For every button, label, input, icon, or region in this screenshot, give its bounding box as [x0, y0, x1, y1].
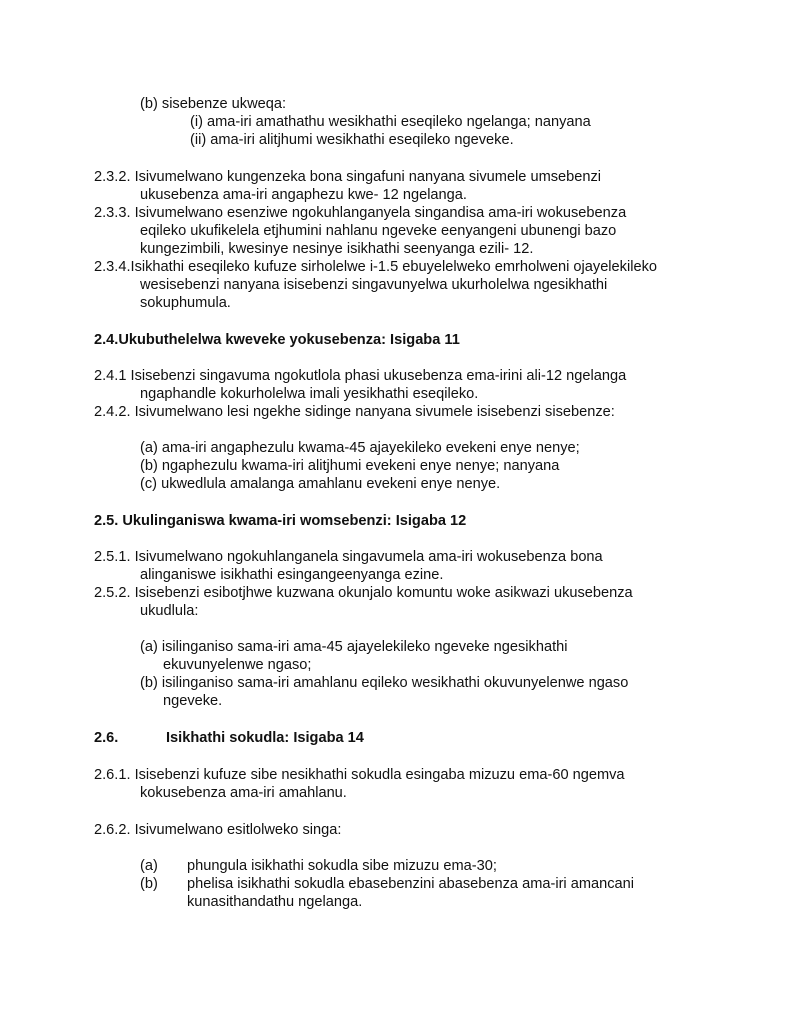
text-line: 2.3.4.Isikhathi eseqileko kufuze sirholelwe i-1.5 ebuyelelweko emrholweni ojayelekileko	[94, 259, 657, 275]
text-line: (b) isilinganiso sama-iri amahlanu eqileko wesikhathi okuvunyelenwe ngaso	[140, 675, 629, 691]
text-line: 2.6.1. Isisebenzi kufuze sibe nesikhathi sokudla esingaba mizuzu ema-60 ngemva	[94, 767, 625, 783]
text-line: wesisebenzi nanyana isisebenzi singavunyelwa ukurholelwa ngesikhathi	[140, 277, 608, 293]
section-heading: Isikhathi sokudla: Isigaba 14	[166, 730, 364, 746]
section-number: 2.6.	[94, 730, 119, 746]
text-line: ekuvunyelenwe ngaso;	[163, 657, 312, 673]
text-line: alinganiswe isikhathi esingangeenyanga ezine.	[140, 567, 444, 583]
text-line: ngaphandle kokurholelwa imali yesikhathi eseqileko.	[140, 386, 479, 402]
text-line: (a) ama-iri angaphezulu kwama-45 ajayekileko evekeni enye nenye;	[140, 440, 580, 456]
text-line: (c) ukwedlula amalanga amahlanu evekeni enye nenye.	[140, 476, 501, 492]
section-heading: 2.5. Ukulinganiswa kwama-iri womsebenzi: Isigaba 12	[94, 513, 467, 529]
text-line: 2.4.2. Isivumelwano lesi ngekhe sidinge nanyana sivumele isisebenzi sisebenze:	[94, 404, 615, 420]
list-marker: (b)	[140, 876, 158, 892]
text-line: (a) isilinganiso sama-iri ama-45 ajayelekileko ngeveke ngesikhathi	[140, 639, 568, 655]
section-heading: 2.4.Ukubuthelelwa kweveke yokusebenza: Isigaba 11	[94, 332, 460, 348]
text-line: (i) ama-iri amathathu wesikhathi eseqileko ngelanga; nanyana	[190, 114, 591, 130]
text-line: 2.3.3. Isivumelwano esenziwe ngokuhlanganyela singandisa ama-iri wokusebenza	[94, 205, 627, 221]
list-marker: (a)	[140, 858, 158, 874]
text-line: kungezimbili, kwesinye nesinye isikhathi seenyanga ezili- 12.	[140, 241, 534, 257]
text-line: sokuphumula.	[140, 295, 231, 311]
text-line: ukudlula:	[140, 603, 199, 619]
text-line: (b) sisebenze ukweqa:	[140, 96, 287, 112]
text-line: 2.4.1 Isisebenzi singavuma ngokutlola phasi ukusebenza ema-irini ali-12 ngelanga	[94, 368, 627, 384]
text-line: 2.5.1. Isivumelwano ngokuhlanganela singavumela ama-iri wokusebenza bona	[94, 549, 603, 565]
text-line: (ii) ama-iri alitjhumi wesikhathi eseqileko ngeveke.	[190, 132, 514, 148]
text-line: phungula isikhathi sokudla sibe mizuzu ema-30;	[187, 858, 497, 874]
text-line: phelisa isikhathi sokudla ebasebenzini abasebenza ama-iri amancani	[187, 876, 635, 892]
text-line: 2.3.2. Isivumelwano kungenzeka bona singafuni nanyana sivumele umsebenzi	[94, 169, 602, 185]
text-line: ngeveke.	[163, 693, 223, 709]
text-line: 2.6.2. Isivumelwano esitlolweko singa:	[94, 822, 342, 838]
text-line: (b) ngaphezulu kwama-iri alitjhumi evekeni enye nenye; nanyana	[140, 458, 560, 474]
text-line: kokusebenza ama-iri amahlanu.	[140, 785, 347, 801]
text-line: 2.5.2. Isisebenzi esibotjhwe kuzwana okunjalo komuntu woke asikwazi ukusebenza	[94, 585, 633, 601]
text-line: kunasithandathu ngelanga.	[187, 894, 363, 910]
text-line: eqileko ukufikelela etjhumini nahlanu ngeveke eenyangeni ubunengi bazo	[140, 223, 617, 239]
text-line: ukusebenza ama-iri angaphezu kwe- 12 ngelanga.	[140, 187, 467, 203]
